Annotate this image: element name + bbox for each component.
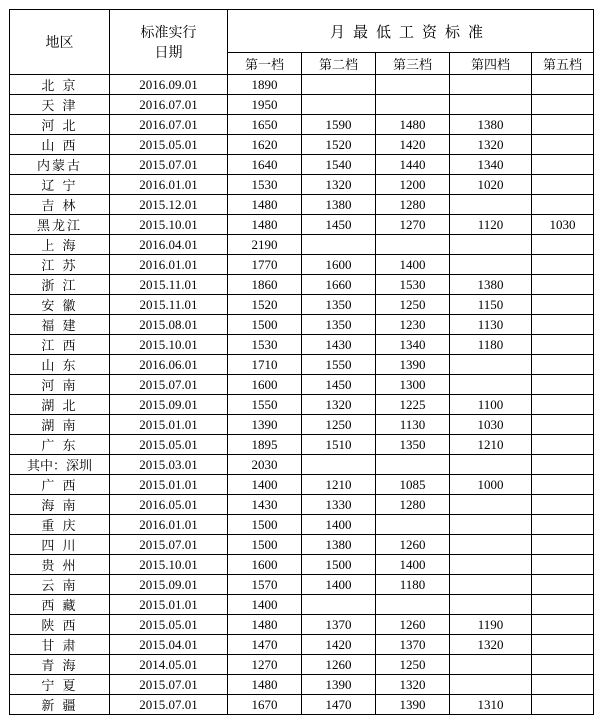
date-cell: 2015.07.01 bbox=[110, 675, 228, 695]
table-row bbox=[10, 335, 594, 355]
table-row bbox=[10, 95, 594, 115]
table-row bbox=[10, 415, 594, 435]
grade-2-cell: 1470 bbox=[302, 695, 376, 715]
grade-1-cell: 1895 bbox=[228, 435, 302, 455]
date-cell: 2016.01.01 bbox=[110, 175, 228, 195]
date-cell: 2015.04.01 bbox=[110, 635, 228, 655]
grade-1-cell: 1710 bbox=[228, 355, 302, 375]
grade-3-header: 第三档 bbox=[376, 53, 450, 75]
grade-3-cell: 1480 bbox=[376, 115, 450, 135]
grade-4-cell bbox=[450, 95, 532, 115]
table-row bbox=[10, 495, 594, 515]
table-row bbox=[10, 75, 594, 95]
date-cell: 2015.07.01 bbox=[110, 695, 228, 715]
grade-2-cell: 1250 bbox=[302, 415, 376, 435]
region-cell: 山 东 bbox=[10, 355, 110, 375]
table-row bbox=[10, 615, 594, 635]
region-cell: 河 南 bbox=[10, 375, 110, 395]
region-cell: 广 东 bbox=[10, 435, 110, 455]
grade-2-cell: 1330 bbox=[302, 495, 376, 515]
grade-1-cell: 1670 bbox=[228, 695, 302, 715]
grade-2-cell: 1450 bbox=[302, 375, 376, 395]
grade-5-cell bbox=[532, 75, 594, 95]
grade-5-cell bbox=[532, 335, 594, 355]
grade-5-cell bbox=[532, 255, 594, 275]
grade-1-cell: 1550 bbox=[228, 395, 302, 415]
table-row bbox=[10, 635, 594, 655]
table-row bbox=[10, 655, 594, 675]
table-row bbox=[10, 275, 594, 295]
grade-1-cell: 1860 bbox=[228, 275, 302, 295]
table-title: 月最低工资标准 bbox=[228, 10, 594, 53]
grade-1-cell: 1500 bbox=[228, 535, 302, 555]
grade-4-cell: 1320 bbox=[450, 635, 532, 655]
grade-1-cell: 1770 bbox=[228, 255, 302, 275]
region-cell: 山 西 bbox=[10, 135, 110, 155]
region-cell: 贵 州 bbox=[10, 555, 110, 575]
table-row bbox=[10, 455, 594, 475]
table-row bbox=[10, 155, 594, 175]
table-row bbox=[10, 595, 594, 615]
grade-2-cell: 1380 bbox=[302, 535, 376, 555]
grade-2-cell: 1500 bbox=[302, 555, 376, 575]
region-cell: 安 徽 bbox=[10, 295, 110, 315]
grade-4-cell bbox=[450, 255, 532, 275]
table-row bbox=[10, 555, 594, 575]
grade-1-cell: 1470 bbox=[228, 635, 302, 655]
region-cell: 陕 西 bbox=[10, 615, 110, 635]
grade-1-cell: 1400 bbox=[228, 595, 302, 615]
grade-1-cell: 1480 bbox=[228, 215, 302, 235]
region-cell: 辽 宁 bbox=[10, 175, 110, 195]
date-cell: 2015.07.01 bbox=[110, 155, 228, 175]
grade-3-cell: 1350 bbox=[376, 435, 450, 455]
date-cell: 2016.07.01 bbox=[110, 115, 228, 135]
grade-3-cell: 1230 bbox=[376, 315, 450, 335]
grade-3-cell: 1370 bbox=[376, 635, 450, 655]
region-cell: 江 苏 bbox=[10, 255, 110, 275]
grade-1-cell: 2190 bbox=[228, 235, 302, 255]
grade-3-cell: 1270 bbox=[376, 215, 450, 235]
date-cell: 2015.01.01 bbox=[110, 415, 228, 435]
region-cell: 湖 南 bbox=[10, 415, 110, 435]
date-cell: 2015.01.01 bbox=[110, 595, 228, 615]
region-cell: 吉 林 bbox=[10, 195, 110, 215]
table-row bbox=[10, 295, 594, 315]
grade-1-cell: 1530 bbox=[228, 335, 302, 355]
region-cell: 新 疆 bbox=[10, 695, 110, 715]
grade-3-cell: 1200 bbox=[376, 175, 450, 195]
grade-2-cell: 1370 bbox=[302, 615, 376, 635]
grade-2-cell bbox=[302, 95, 376, 115]
region-cell: 甘 肃 bbox=[10, 635, 110, 655]
grade-3-cell: 1300 bbox=[376, 375, 450, 395]
grade-5-cell bbox=[532, 395, 594, 415]
grade-1-cell: 1390 bbox=[228, 415, 302, 435]
grade-2-cell bbox=[302, 595, 376, 615]
grade-1-cell: 1570 bbox=[228, 575, 302, 595]
grade-3-cell: 1390 bbox=[376, 695, 450, 715]
table-row bbox=[10, 695, 594, 715]
grade-1-cell: 1600 bbox=[228, 375, 302, 395]
grade-4-cell bbox=[450, 675, 532, 695]
grade-4-cell: 1320 bbox=[450, 135, 532, 155]
grade-2-cell: 1400 bbox=[302, 575, 376, 595]
grade-2-cell bbox=[302, 75, 376, 95]
grade-4-cell bbox=[450, 515, 532, 535]
grade-1-cell: 1270 bbox=[228, 655, 302, 675]
grade-4-cell bbox=[450, 455, 532, 475]
grade-1-cell: 1620 bbox=[228, 135, 302, 155]
date-cell: 2015.11.01 bbox=[110, 295, 228, 315]
grade-2-cell: 1420 bbox=[302, 635, 376, 655]
grade-4-cell bbox=[450, 495, 532, 515]
grade-5-cell bbox=[532, 295, 594, 315]
grade-3-cell: 1440 bbox=[376, 155, 450, 175]
grade-4-cell bbox=[450, 535, 532, 555]
grade-5-cell bbox=[532, 595, 594, 615]
date-cell: 2015.07.01 bbox=[110, 535, 228, 555]
grade-2-cell: 1260 bbox=[302, 655, 376, 675]
region-cell: 云 南 bbox=[10, 575, 110, 595]
grade-1-cell: 1530 bbox=[228, 175, 302, 195]
date-cell: 2016.01.01 bbox=[110, 255, 228, 275]
date-cell: 2016.06.01 bbox=[110, 355, 228, 375]
grade-5-cell bbox=[532, 535, 594, 555]
region-cell: 江 西 bbox=[10, 335, 110, 355]
date-cell: 2015.08.01 bbox=[110, 315, 228, 335]
grade-5-cell bbox=[532, 475, 594, 495]
grade-3-cell: 1225 bbox=[376, 395, 450, 415]
grade-4-header: 第四档 bbox=[450, 53, 532, 75]
grade-3-cell bbox=[376, 595, 450, 615]
grade-4-cell bbox=[450, 575, 532, 595]
grade-5-cell bbox=[532, 235, 594, 255]
grade-2-cell bbox=[302, 455, 376, 475]
grade-5-cell bbox=[532, 415, 594, 435]
grade-2-cell: 1590 bbox=[302, 115, 376, 135]
grade-3-cell: 1130 bbox=[376, 415, 450, 435]
date-cell: 2015.11.01 bbox=[110, 275, 228, 295]
date-cell: 2014.05.01 bbox=[110, 655, 228, 675]
date-cell: 2016.04.01 bbox=[110, 235, 228, 255]
grade-2-cell: 1450 bbox=[302, 215, 376, 235]
grade-5-cell bbox=[532, 655, 594, 675]
date-cell: 2015.09.01 bbox=[110, 395, 228, 415]
grade-5-cell bbox=[532, 195, 594, 215]
date-cell: 2015.10.01 bbox=[110, 215, 228, 235]
region-cell: 四 川 bbox=[10, 535, 110, 555]
grade-3-cell bbox=[376, 515, 450, 535]
grade-4-cell bbox=[450, 75, 532, 95]
grade-3-cell: 1280 bbox=[376, 495, 450, 515]
grade-3-cell: 1390 bbox=[376, 355, 450, 375]
date-cell: 2015.07.01 bbox=[110, 375, 228, 395]
date-cell: 2015.05.01 bbox=[110, 135, 228, 155]
grade-5-cell bbox=[532, 695, 594, 715]
table-row bbox=[10, 575, 594, 595]
grade-2-cell: 1350 bbox=[302, 295, 376, 315]
table-row bbox=[10, 435, 594, 455]
grade-1-cell: 1640 bbox=[228, 155, 302, 175]
region-cell: 青 海 bbox=[10, 655, 110, 675]
region-cell: 湖 北 bbox=[10, 395, 110, 415]
grade-1-cell: 1890 bbox=[228, 75, 302, 95]
grade-2-cell: 1380 bbox=[302, 195, 376, 215]
grade-2-header: 第二档 bbox=[302, 53, 376, 75]
grade-4-cell: 1130 bbox=[450, 315, 532, 335]
grade-4-cell bbox=[450, 235, 532, 255]
grade-1-cell: 1480 bbox=[228, 615, 302, 635]
grade-4-cell: 1380 bbox=[450, 275, 532, 295]
table-row bbox=[10, 135, 594, 155]
grade-3-cell: 1250 bbox=[376, 655, 450, 675]
date-cell: 2015.03.01 bbox=[110, 455, 228, 475]
grade-1-cell: 1500 bbox=[228, 515, 302, 535]
grade-4-cell: 1210 bbox=[450, 435, 532, 455]
region-cell: 宁 夏 bbox=[10, 675, 110, 695]
table-row bbox=[10, 315, 594, 335]
grade-2-cell: 1400 bbox=[302, 515, 376, 535]
grade-4-cell: 1180 bbox=[450, 335, 532, 355]
grade-4-cell bbox=[450, 375, 532, 395]
grade-2-cell: 1600 bbox=[302, 255, 376, 275]
region-cell: 重 庆 bbox=[10, 515, 110, 535]
table-header bbox=[10, 10, 594, 75]
date-header-line2: 日期 bbox=[154, 45, 183, 61]
grade-5-cell bbox=[532, 515, 594, 535]
table-row bbox=[10, 535, 594, 555]
table-row bbox=[10, 215, 594, 235]
grade-3-cell: 1320 bbox=[376, 675, 450, 695]
grade-1-cell: 1650 bbox=[228, 115, 302, 135]
region-cell: 上 海 bbox=[10, 235, 110, 255]
grade-5-cell bbox=[532, 95, 594, 115]
grade-5-cell bbox=[532, 455, 594, 475]
grade-4-cell: 1310 bbox=[450, 695, 532, 715]
date-cell: 2016.05.01 bbox=[110, 495, 228, 515]
date-header-line1: 标准实行 bbox=[140, 25, 197, 41]
date-cell: 2015.01.01 bbox=[110, 475, 228, 495]
grade-5-cell bbox=[532, 555, 594, 575]
grade-1-cell: 2030 bbox=[228, 455, 302, 475]
grade-3-cell: 1400 bbox=[376, 255, 450, 275]
grade-5-cell bbox=[532, 175, 594, 195]
grade-3-cell bbox=[376, 455, 450, 475]
grade-5-cell: 1030 bbox=[532, 215, 594, 235]
table-row bbox=[10, 175, 594, 195]
grade-4-cell: 1100 bbox=[450, 395, 532, 415]
table-body bbox=[10, 75, 594, 715]
grade-3-cell bbox=[376, 95, 450, 115]
region-cell: 天 津 bbox=[10, 95, 110, 115]
grade-1-cell: 1950 bbox=[228, 95, 302, 115]
date-cell: 2016.07.01 bbox=[110, 95, 228, 115]
grade-4-cell bbox=[450, 195, 532, 215]
table-row bbox=[10, 675, 594, 695]
grade-4-cell bbox=[450, 595, 532, 615]
grade-2-cell: 1430 bbox=[302, 335, 376, 355]
grade-5-cell bbox=[532, 375, 594, 395]
grade-5-header: 第五档 bbox=[532, 53, 594, 75]
table-row bbox=[10, 375, 594, 395]
grade-5-cell bbox=[532, 675, 594, 695]
grade-1-cell: 1480 bbox=[228, 195, 302, 215]
date-cell: 2015.12.01 bbox=[110, 195, 228, 215]
grade-2-cell: 1350 bbox=[302, 315, 376, 335]
grade-2-cell: 1210 bbox=[302, 475, 376, 495]
region-cell: 浙 江 bbox=[10, 275, 110, 295]
region-header: 地区 bbox=[10, 10, 110, 75]
grade-3-cell: 1085 bbox=[376, 475, 450, 495]
grade-5-cell bbox=[532, 155, 594, 175]
grade-1-cell: 1500 bbox=[228, 315, 302, 335]
region-cell: 黑龙江 bbox=[10, 215, 110, 235]
grade-2-cell: 1540 bbox=[302, 155, 376, 175]
grade-2-cell bbox=[302, 235, 376, 255]
table-row bbox=[10, 255, 594, 275]
table-row bbox=[10, 195, 594, 215]
grade-1-header: 第一档 bbox=[228, 53, 302, 75]
grade-1-cell: 1600 bbox=[228, 555, 302, 575]
region-cell: 河 北 bbox=[10, 115, 110, 135]
grade-1-cell: 1430 bbox=[228, 495, 302, 515]
grade-4-cell: 1120 bbox=[450, 215, 532, 235]
date-cell: 2016.09.01 bbox=[110, 75, 228, 95]
grade-4-cell bbox=[450, 555, 532, 575]
date-cell: 2015.05.01 bbox=[110, 615, 228, 635]
grade-1-cell: 1480 bbox=[228, 675, 302, 695]
grade-5-cell bbox=[532, 355, 594, 375]
grade-5-cell bbox=[532, 575, 594, 595]
date-cell: 2015.10.01 bbox=[110, 335, 228, 355]
grade-5-cell bbox=[532, 435, 594, 455]
grade-3-cell: 1180 bbox=[376, 575, 450, 595]
minimum-wage-table bbox=[9, 9, 594, 715]
region-cell: 海 南 bbox=[10, 495, 110, 515]
grade-3-cell: 1530 bbox=[376, 275, 450, 295]
grade-3-cell: 1420 bbox=[376, 135, 450, 155]
grade-2-cell: 1510 bbox=[302, 435, 376, 455]
date-cell: 2015.09.01 bbox=[110, 575, 228, 595]
grade-5-cell bbox=[532, 495, 594, 515]
grade-5-cell bbox=[532, 315, 594, 335]
grade-4-cell bbox=[450, 355, 532, 375]
date-cell: 2015.10.01 bbox=[110, 555, 228, 575]
region-cell: 内蒙古 bbox=[10, 155, 110, 175]
region-cell: 其中：深圳 bbox=[10, 455, 110, 475]
grade-3-cell: 1260 bbox=[376, 615, 450, 635]
table-row bbox=[10, 355, 594, 375]
grade-3-cell: 1280 bbox=[376, 195, 450, 215]
region-cell: 北 京 bbox=[10, 75, 110, 95]
region-cell: 福 建 bbox=[10, 315, 110, 335]
grade-2-cell: 1390 bbox=[302, 675, 376, 695]
grade-4-cell: 1020 bbox=[450, 175, 532, 195]
grade-3-cell: 1340 bbox=[376, 335, 450, 355]
table-row bbox=[10, 475, 594, 495]
grade-5-cell bbox=[532, 115, 594, 135]
grade-2-cell: 1320 bbox=[302, 395, 376, 415]
grade-3-cell bbox=[376, 75, 450, 95]
grade-4-cell: 1150 bbox=[450, 295, 532, 315]
grade-4-cell: 1190 bbox=[450, 615, 532, 635]
date-cell: 2015.05.01 bbox=[110, 435, 228, 455]
grade-3-cell: 1400 bbox=[376, 555, 450, 575]
grade-5-cell bbox=[532, 615, 594, 635]
region-cell: 广 西 bbox=[10, 475, 110, 495]
grade-4-cell: 1000 bbox=[450, 475, 532, 495]
table-row bbox=[10, 235, 594, 255]
grade-5-cell bbox=[532, 635, 594, 655]
grade-3-cell: 1260 bbox=[376, 535, 450, 555]
region-cell: 西 藏 bbox=[10, 595, 110, 615]
grade-4-cell: 1380 bbox=[450, 115, 532, 135]
grade-1-cell: 1400 bbox=[228, 475, 302, 495]
grade-2-cell: 1320 bbox=[302, 175, 376, 195]
table-row bbox=[10, 395, 594, 415]
grade-2-cell: 1550 bbox=[302, 355, 376, 375]
grade-4-cell: 1340 bbox=[450, 155, 532, 175]
grade-4-cell bbox=[450, 655, 532, 675]
grade-2-cell: 1660 bbox=[302, 275, 376, 295]
grade-3-cell bbox=[376, 235, 450, 255]
grade-1-cell: 1520 bbox=[228, 295, 302, 315]
grade-5-cell bbox=[532, 275, 594, 295]
table-row bbox=[10, 115, 594, 135]
header-row-top bbox=[10, 10, 594, 53]
table-row bbox=[10, 515, 594, 535]
grade-5-cell bbox=[532, 135, 594, 155]
grade-4-cell: 1030 bbox=[450, 415, 532, 435]
minimum-wage-table-container bbox=[9, 9, 593, 715]
date-header bbox=[110, 10, 228, 75]
grade-3-cell: 1250 bbox=[376, 295, 450, 315]
grade-2-cell: 1520 bbox=[302, 135, 376, 155]
date-cell: 2016.01.01 bbox=[110, 515, 228, 535]
